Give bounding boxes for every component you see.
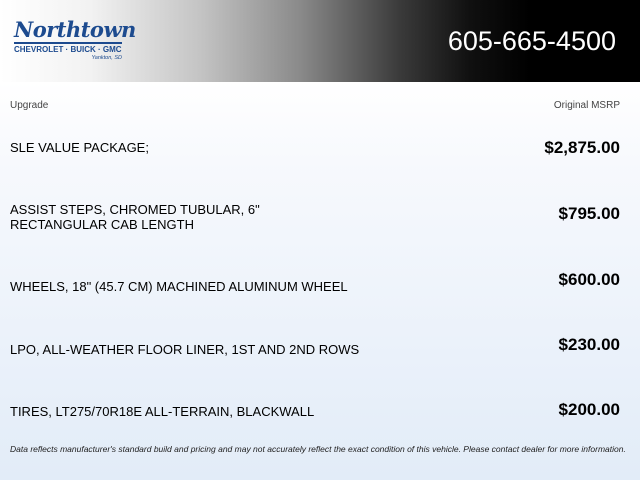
logo-name: Northtown — [14, 17, 136, 42]
upgrade-name: SLE VALUE PACKAGE; — [10, 140, 149, 155]
column-header-msrp: Original MSRP — [553, 100, 620, 111]
upgrade-price: $230.00 — [558, 335, 620, 354]
upgrade-name: WHEELS, 18" (45.7 CM) MACHINED ALUMINUM WHEEL — [10, 279, 348, 294]
upgrade-name: LPO, ALL-WEATHER FLOOR LINER, 1ST AND 2ND ROWS — [10, 342, 360, 357]
upgrade-price: $600.00 — [558, 270, 620, 289]
table-row — [0, 326, 640, 388]
table-row — [0, 390, 640, 452]
table-row — [0, 130, 640, 192]
dealer-logo[interactable] — [12, 17, 136, 64]
column-header-upgrade: Upgrade — [10, 100, 49, 111]
dealer-phone[interactable]: 605-665-4500 — [447, 26, 616, 56]
logo-brands: CHEVROLET · BUICK · GMC — [14, 45, 122, 54]
table-row — [0, 260, 640, 322]
logo-location: Yankton, SD — [91, 55, 122, 61]
upgrade-price: $795.00 — [558, 204, 620, 223]
upgrade-price: $2,875.00 — [544, 138, 620, 157]
table-row — [0, 192, 640, 254]
upgrade-price: $200.00 — [558, 400, 620, 419]
pricing-disclaimer: Data reflects manufacturer's standard build and pricing and may not accurately reflect the exact condition of this vehicle. Please contact dealer for more information. — [10, 444, 626, 454]
header-banner — [0, 0, 640, 82]
upgrade-name: TIRES, LT275/70R18E ALL-TERRAIN, BLACKWALL — [10, 404, 315, 419]
upgrade-name: ASSIST STEPS, CHROMED TUBULAR, 6" RECTANGULAR CAB LENGTH — [10, 202, 260, 232]
